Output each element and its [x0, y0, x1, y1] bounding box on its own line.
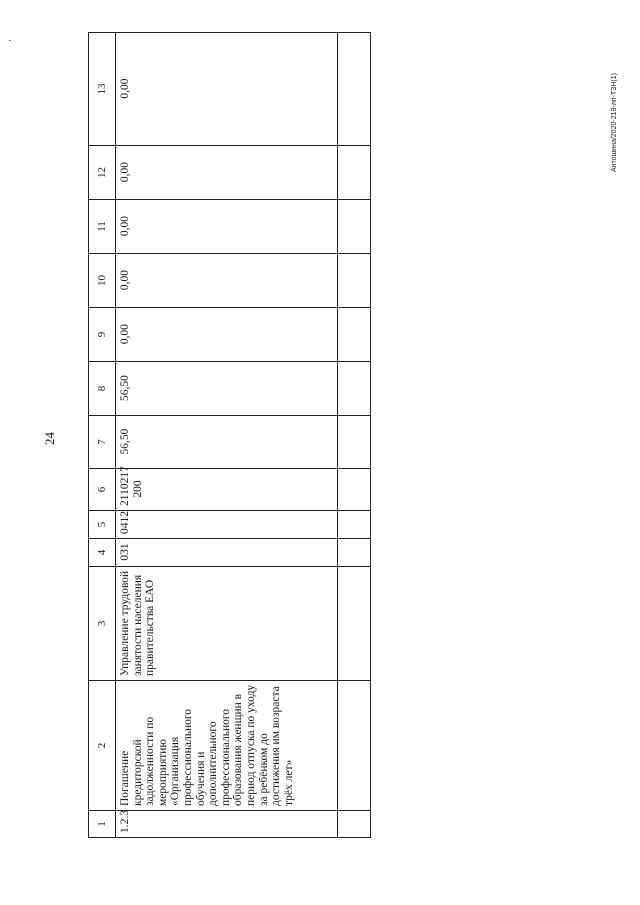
- col5-cell: 0412: [116, 511, 338, 539]
- col7-cell: 56,50: [116, 416, 338, 469]
- document-code: Антошина/2020-219-лп-ТЗН(1): [611, 73, 618, 172]
- header-col-12: 12: [89, 146, 116, 200]
- header-col-1: 1: [89, 811, 116, 838]
- header-col-5: 5: [89, 511, 116, 539]
- page-number: 24: [42, 432, 57, 445]
- col10-cell: 0,00: [116, 254, 338, 308]
- header-col-8: 8: [89, 362, 116, 416]
- col13-cell: 0,00: [116, 33, 338, 146]
- col9-cell: 0,00: [116, 308, 338, 362]
- row-number-cell: 1.2.3: [116, 811, 338, 838]
- empty-cell: [338, 200, 371, 254]
- header-row: [89, 33, 116, 838]
- header-col-2: 2: [89, 681, 116, 811]
- header-col-9: 9: [89, 308, 116, 362]
- col11-cell: 0,00: [116, 200, 338, 254]
- header-col-11: 11: [89, 200, 116, 254]
- table-row: [116, 33, 338, 838]
- empty-cell: [338, 254, 371, 308]
- budget-table-container: [88, 33, 363, 838]
- header-col-13: 13: [89, 33, 116, 146]
- empty-row: [338, 33, 371, 838]
- header-col-3: 3: [89, 567, 116, 681]
- empty-cell: [338, 146, 371, 200]
- col8-cell: 56,50: [116, 362, 338, 416]
- empty-cell: [338, 469, 371, 511]
- budget-table: [88, 32, 371, 838]
- empty-cell: [338, 681, 371, 811]
- empty-cell: [338, 362, 371, 416]
- col12-cell: 0,00: [116, 146, 338, 200]
- empty-cell: [338, 539, 371, 567]
- col4-cell: 031: [116, 539, 338, 567]
- empty-cell: [338, 416, 371, 469]
- empty-cell: [338, 33, 371, 146]
- header-col-7: 7: [89, 416, 116, 469]
- header-col-4: 4: [89, 539, 116, 567]
- col6-cell: 2110217 200: [116, 469, 338, 511]
- executor-cell: Управление трудовой занятости населения правительства ЕАО: [116, 567, 338, 681]
- empty-cell: [338, 511, 371, 539]
- empty-cell: [338, 308, 371, 362]
- event-description-cell: Погашение кредиторской задолженности по мероприятию «Организация профессионального обучения и дополнительного профессионального образования женщин в период отпуска по уходу за ребёнком до достижения им возраста трёх лет»: [116, 681, 338, 811]
- header-col-10: 10: [89, 254, 116, 308]
- scan-speck: [9, 40, 11, 41]
- empty-cell: [338, 567, 371, 681]
- empty-cell: [338, 811, 371, 838]
- header-col-6: 6: [89, 469, 116, 511]
